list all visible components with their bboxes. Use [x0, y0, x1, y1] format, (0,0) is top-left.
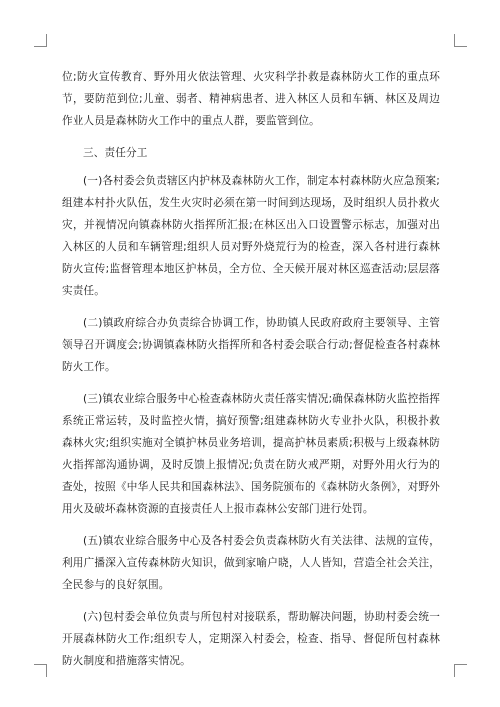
crop-mark-bottom-left: [34, 664, 47, 677]
crop-mark-top-left: [34, 34, 47, 47]
paragraph-item-5: (五)镇农业综合服务中心及各村委会负责森林防火有关法律、法规的宣传，利用广播深入宣传森林防火知识，做到家喻户晓，人人皆知，营造全社会关注，全民参与的良好氛围。: [62, 535, 440, 591]
crop-mark-top-right: [454, 34, 467, 47]
paragraph-continuation: 位;防火宣传教育、野外用火依法管理、火灾科学扑救是森林防火工作的重点环节，要防范到位;儿童、弱者、精神病患者、进入林区人员和车辆、林区及周边作业人员是森林防火工作中的重点人群，要监管到位。: [62, 71, 440, 127]
paragraph-item-6: (六)包村委会单位负责与所包村对接联系，帮助解决问题，协助村委会统一开展森林防火工作;组织专人，定期深入村委会，检查、指导、督促所包村森林防火制度和措施落实情况。: [62, 611, 440, 667]
paragraph-item-3: (三)镇农业综合服务中心检查森林防火责任落实情况;确保森林防火监控指挥系统正常运转，及时监控火情，搞好预警;组建森林防火专业扑火队，积极扑救森林火灾;组织实施对全镇护林员业务培训，提高护林员素质;积极与上级森林防火指挥部沟通协调，及时反馈上报情况;负责在防火戒严期，对野外用火行为的查处，按照《中华人民共和国森林法》、国务院颁布的《森林防火条例》，对野外用火及破坏森林资源的直接责任人上报市森林公安部门进行处罚。: [62, 393, 440, 515]
paragraph-item-2: (二)镇政府综合办负责综合协调工作，协助镇人民政府政府主要领导、主管领导召开调度会;协调镇森林防火指挥所和各村委会联合行动;督促检查各村森林防火工作。: [62, 317, 440, 373]
section-heading-responsibilities: 三、责任分工: [83, 147, 148, 159]
paragraph-item-1: (一)各村委会负责辖区内护林及森林防火工作，制定本村森林防火应急预案;组建本村扑火队伍，发生火灾时必须在第一时间到达现场，及时组织人员扑救火灾，并视情况向镇森林防火指挥所汇报;在林区出入口设置警示标志，加强对出入林区的人员和车辆管理;组织人员对野外烧荒行为的检查，深入各村进行森林防火宣传;监督管理本地区护林员，全方位、全天候开展对林区巡查活动;层层落实责任。: [62, 175, 440, 297]
crop-mark-bottom-right: [454, 664, 467, 677]
document-body: [62, 66, 440, 682]
